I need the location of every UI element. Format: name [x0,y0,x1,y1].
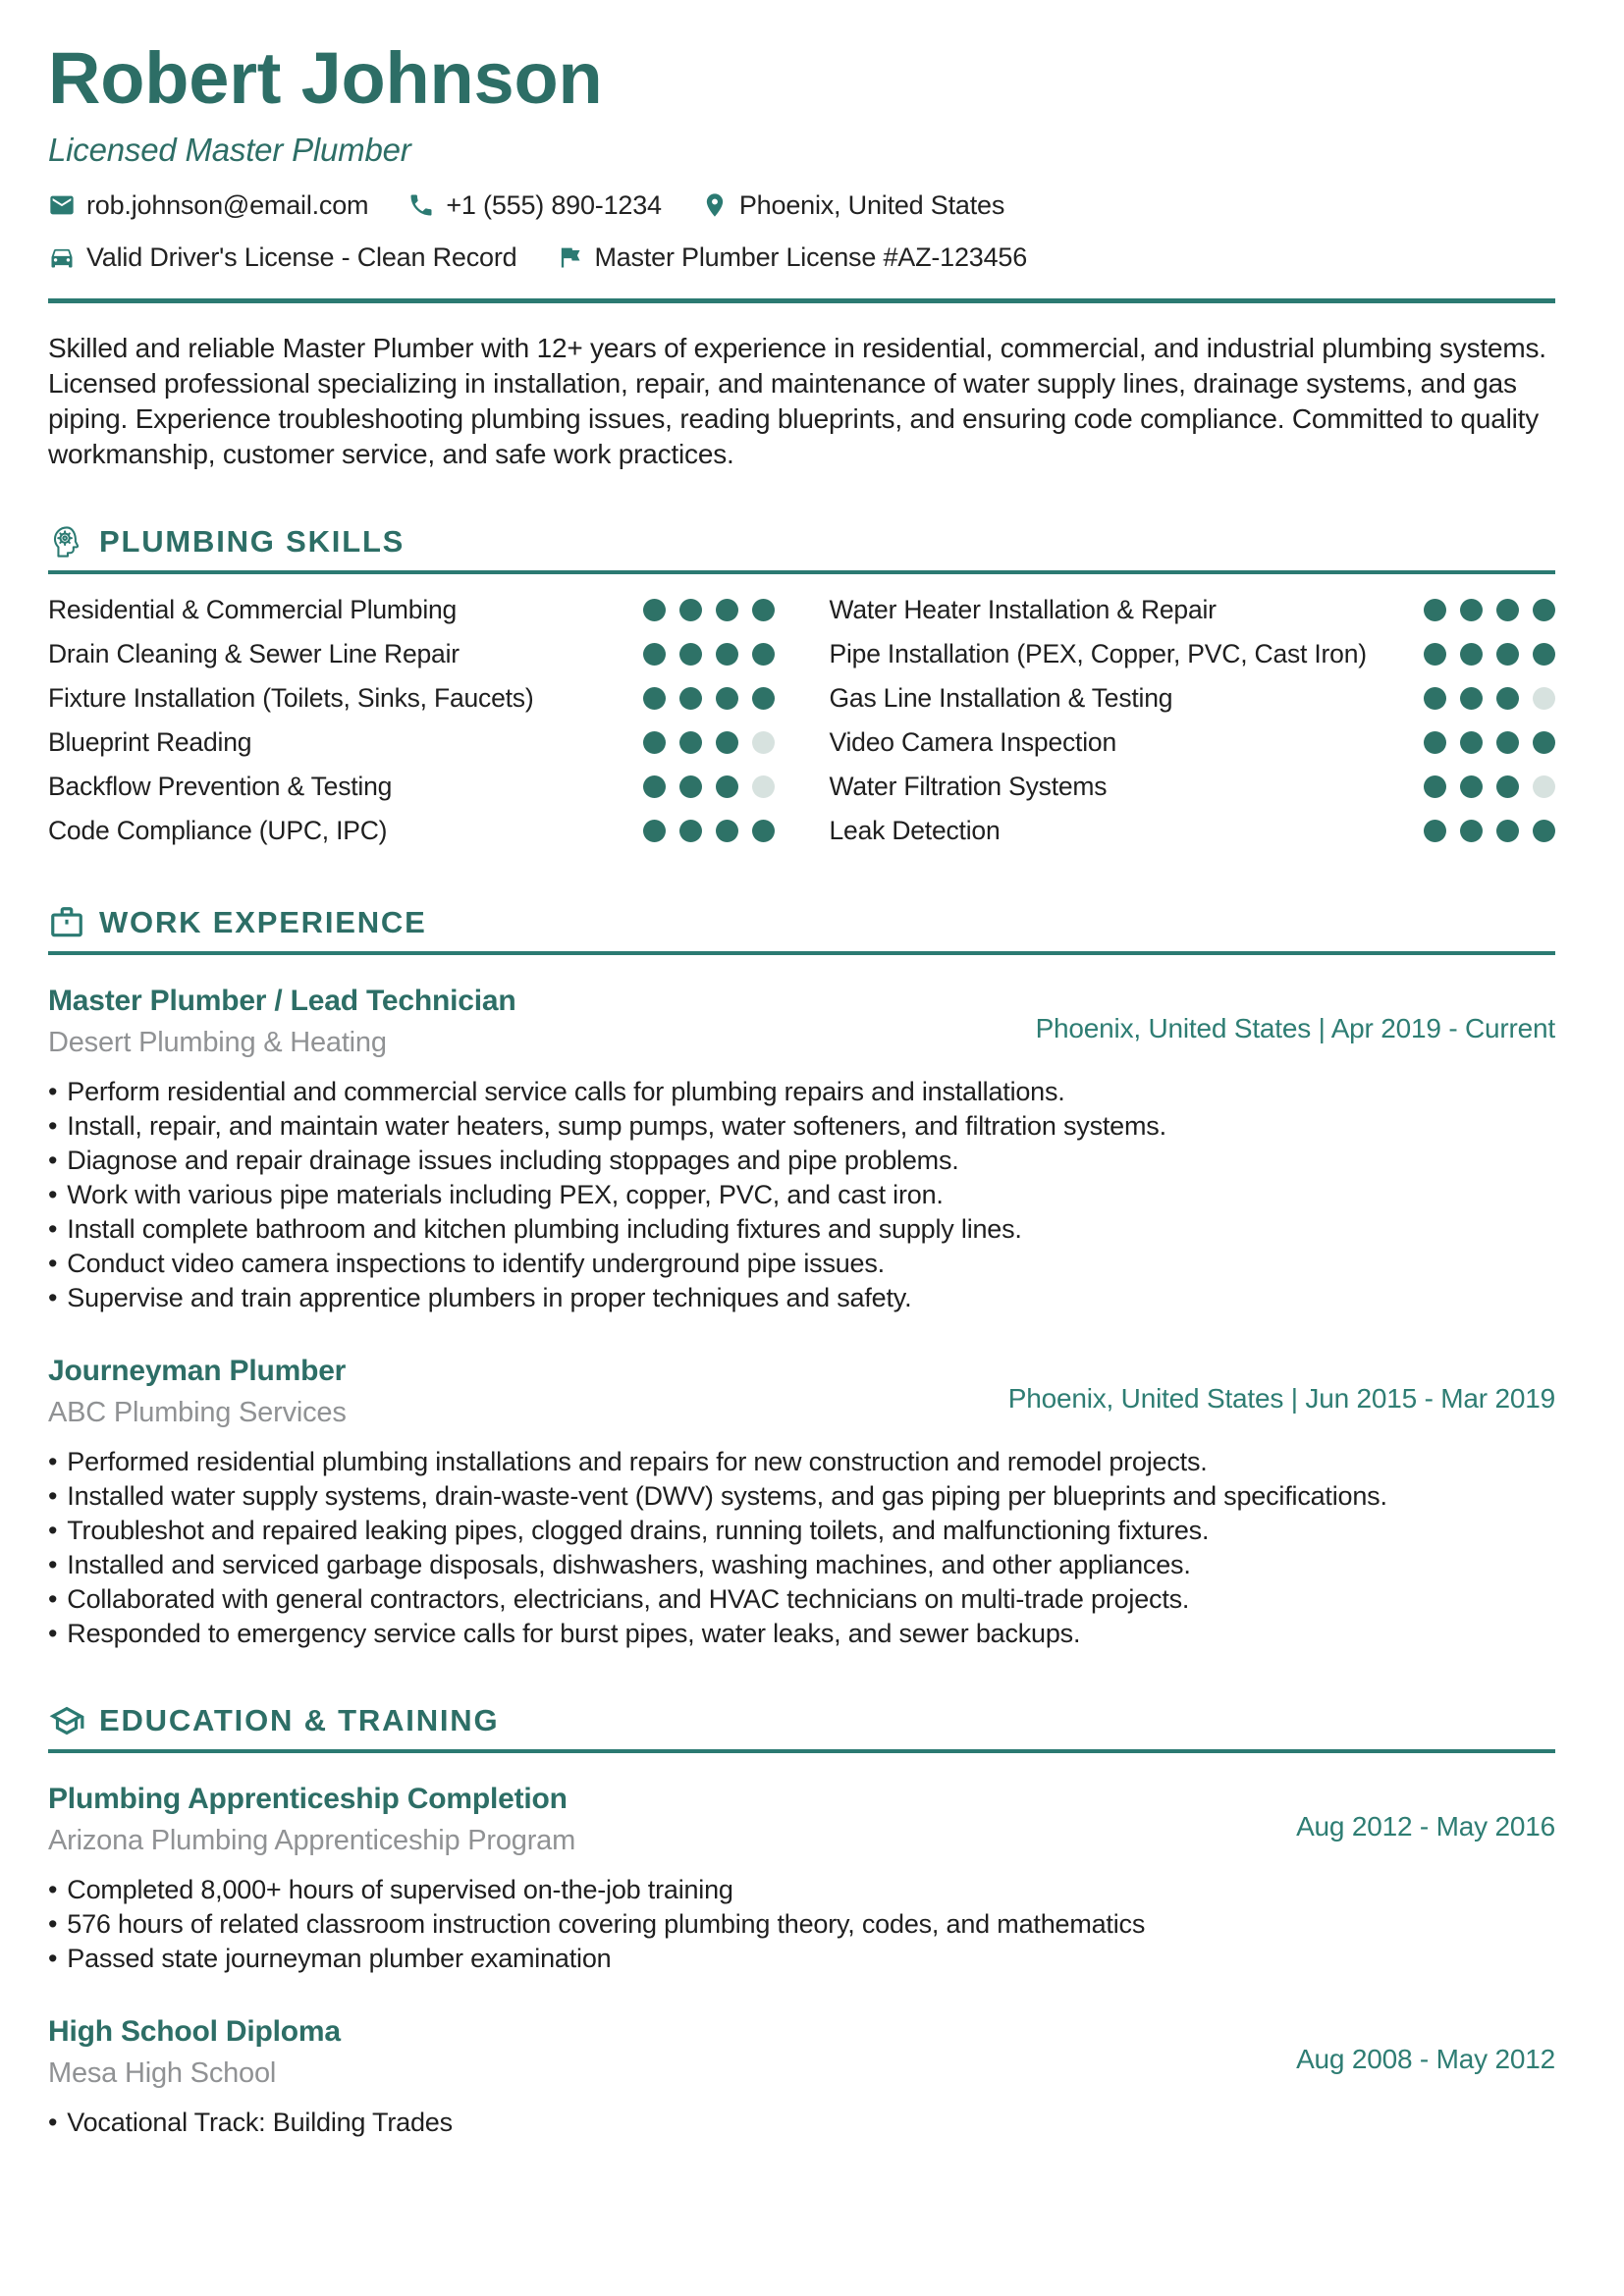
header-divider [48,298,1555,303]
education-bullet-list [48,1873,1555,1976]
skill-label: Water Heater Installation & Repair [829,594,1217,624]
skill-row [48,632,775,676]
contact-item [48,242,516,273]
rating-dot-filled [1533,599,1555,621]
education-entry [48,2015,1555,2140]
rating-dot-filled [716,599,738,621]
skills-divider [48,570,1555,574]
education-bullet-list [48,2106,1555,2140]
briefcase-icon [48,904,85,941]
bullet-item: • Install, repair, and maintain water heaters, sump pumps, water softeners, and filtration systems. [48,1109,1555,1144]
education-title: Plumbing Apprenticeship Completion [48,1782,568,1815]
skill-rating-dots [1424,599,1555,621]
bullet-item: • Collaborated with general contractors, electricians, and HVAC technicians on multi-trade projects. [48,1582,1555,1617]
contact-text: Master Plumber License #AZ-123456 [594,241,1028,272]
skill-rating-dots [643,820,775,842]
rating-dot-empty [752,731,775,754]
skill-label: Pipe Installation (PEX, Copper, PVC, Cast Iron) [829,638,1367,668]
rating-dot-filled [643,820,666,842]
skill-rating-dots [643,775,775,798]
car-icon [48,243,76,271]
bullet-item: • 576 hours of related classroom instruction covering plumbing theory, codes, and mathematics [48,1907,1555,1942]
rating-dot-filled [1424,820,1446,842]
skill-row [830,765,1556,809]
skill-row [48,588,775,632]
education-section-header [48,1702,1555,1739]
contact-text: rob.johnson@email.com [86,189,369,220]
skill-row [830,809,1556,853]
rating-dot-filled [643,643,666,666]
contact-text: +1 (555) 890-1234 [446,189,662,220]
skill-label: Drain Cleaning & Sewer Line Repair [48,638,460,668]
rating-dot-filled [1496,643,1519,666]
head-gear-skills-icon [48,523,85,561]
summary-text: Skilled and reliable Master Plumber with 12+ years of experience in residential, commercial, and industrial plumbing systems. Licensed professional specializing in installation, repair, and maintenance of water supply lines, drainage systems, and gas piping. Experience troubleshooting plumbing issues, reading blueprints, and ensuring code compliance. Committed to quality workmanship, customer service, and safe work practices. [48,332,1546,469]
skill-rating-dots [643,643,775,666]
rating-dot-filled [1424,731,1446,754]
rating-dot-filled [716,820,738,842]
skill-row [830,676,1556,721]
bullet-item: • Responded to emergency service calls for burst pipes, water leaks, and sewer backups. [48,1617,1555,1651]
skill-row [48,765,775,809]
rating-dot-filled [1533,731,1555,754]
rating-dot-filled [716,643,738,666]
rating-dot-filled [1424,599,1446,621]
skill-label: Backflow Prevention & Testing [48,771,393,801]
skill-label: Water Filtration Systems [829,771,1108,801]
rating-dot-filled [1460,731,1483,754]
rating-dot-filled [1424,775,1446,798]
rating-dot-filled [752,599,775,621]
resume-header [48,39,1555,303]
rating-dot-filled [1496,687,1519,710]
rating-dot-filled [679,731,702,754]
rating-dot-filled [1496,599,1519,621]
job-location-dates: Phoenix, United States | Jun 2015 - Mar 2019 [1007,1382,1555,1414]
rating-dot-filled [1460,775,1483,798]
skill-rating-dots [643,599,775,621]
rating-dot-filled [643,731,666,754]
bullet-item: • Performed residential plumbing installations and repairs for new construction and remodel projects. [48,1445,1555,1479]
education-section-title: EDUCATION & TRAINING [99,1702,500,1737]
education-entry-header [48,2015,1555,2090]
skill-label: Fixture Installation (Toilets, Sinks, Faucets) [48,682,534,713]
rating-dot-filled [1460,687,1483,710]
experience-blocks [48,985,1555,1651]
rating-dot-filled [643,775,666,798]
job-bullet-list [48,1445,1555,1651]
rating-dot-filled [752,687,775,710]
skill-row [830,632,1556,676]
skill-label: Video Camera Inspection [829,726,1116,757]
rating-dot-filled [1496,775,1519,798]
skill-label: Leak Detection [829,815,1001,845]
skill-row [48,809,775,853]
bullet-item: • Passed state journeyman plumber examination [48,1942,1555,1976]
rating-dot-filled [716,731,738,754]
job-title: Journeyman Plumber [48,1354,347,1387]
contact-item [48,190,368,221]
job-subtitle: ABC Plumbing Services [48,1396,347,1428]
skills-grid [48,588,1555,853]
skill-rating-dots [1424,731,1555,754]
skill-label: Gas Line Installation & Testing [829,682,1173,713]
section-work-experience [48,904,1555,1651]
job-entry-header [48,1355,1555,1429]
location-icon [701,191,729,219]
rating-dot-filled [716,775,738,798]
education-title: High School Diploma [48,2014,341,2048]
skill-rating-dots [643,687,775,710]
contact-item [556,242,1027,273]
rating-dot-filled [1496,731,1519,754]
rating-dot-filled [679,599,702,621]
rating-dot-filled [679,775,702,798]
rating-dot-filled [679,820,702,842]
skills-section-title: PLUMBING SKILLS [99,523,406,559]
rating-dot-filled [752,820,775,842]
rating-dot-filled [1460,643,1483,666]
rating-dot-empty [1533,687,1555,710]
skill-rating-dots [1424,775,1555,798]
bullet-item: • Completed 8,000+ hours of supervised on-the-job training [48,1873,1555,1907]
rating-dot-filled [1460,599,1483,621]
section-education [48,1702,1555,2140]
education-location-dates: Aug 2012 - May 2016 [1296,1810,1555,1842]
bullet-item: • Supervise and train apprentice plumbers in proper techniques and safety. [48,1281,1555,1315]
contact-row-1 [48,190,1555,221]
contact-text: Valid Driver's License - Clean Record [86,241,517,272]
contact-row-2 [48,242,1555,273]
person-title: Licensed Master Plumber [48,131,411,168]
person-name: Robert Johnson [48,37,603,119]
skill-row [830,721,1556,765]
job-subtitle: Desert Plumbing & Heating [48,1026,387,1058]
skill-row [48,721,775,765]
job-bullet-list [48,1075,1555,1315]
rating-dot-empty [752,775,775,798]
skill-row [830,588,1556,632]
section-plumbing-skills [48,523,1555,853]
job-entry [48,985,1555,1315]
email-icon [48,191,76,219]
bullet-item: • Perform residential and commercial service calls for plumbing repairs and installations. [48,1075,1555,1109]
bullet-item: • Install complete bathroom and kitchen plumbing including fixtures and supply lines. [48,1212,1555,1247]
graduation-cap-icon [48,1702,85,1739]
skill-rating-dots [1424,820,1555,842]
experience-section-title: WORK EXPERIENCE [99,904,427,939]
bullet-item: • Work with various pipe materials including PEX, copper, PVC, and cast iron. [48,1178,1555,1212]
rating-dot-filled [1533,820,1555,842]
experience-section-header [48,904,1555,941]
experience-divider [48,951,1555,955]
rating-dot-filled [752,643,775,666]
rating-dot-filled [1533,643,1555,666]
rating-dot-filled [1424,643,1446,666]
rating-dot-filled [643,687,666,710]
education-subtitle: Mesa High School [48,2056,277,2089]
skill-rating-dots [1424,687,1555,710]
job-entry-header [48,985,1555,1059]
contact-item [407,190,662,221]
bullet-item: • Installed and serviced garbage disposals, dishwashers, washing machines, and other appliances. [48,1548,1555,1582]
skill-rating-dots [643,731,775,754]
skill-label: Code Compliance (UPC, IPC) [48,815,388,845]
phone-icon [407,191,435,219]
bullet-item: • Diagnose and repair drainage issues including stoppages and pipe problems. [48,1144,1555,1178]
bullet-item: • Vocational Track: Building Trades [48,2106,1555,2140]
rating-dot-empty [1533,775,1555,798]
education-subtitle: Arizona Plumbing Apprenticeship Program [48,1824,576,1856]
job-location-dates: Phoenix, United States | Apr 2019 - Current [1035,1012,1555,1043]
education-entry [48,1783,1555,1976]
education-divider [48,1749,1555,1753]
rating-dot-filled [1496,820,1519,842]
contact-item [701,190,1004,221]
rating-dot-filled [716,687,738,710]
job-entry [48,1355,1555,1651]
skill-rating-dots [1424,643,1555,666]
rating-dot-filled [643,599,666,621]
education-blocks [48,1783,1555,2140]
job-title: Master Plumber / Lead Technician [48,984,516,1017]
bullet-item: • Conduct video camera inspections to identify underground pipe issues. [48,1247,1555,1281]
education-location-dates: Aug 2008 - May 2012 [1296,2043,1555,2074]
bullet-item: • Troubleshot and repaired leaking pipes, clogged drains, running toilets, and malfunctioning fixtures. [48,1514,1555,1548]
rating-dot-filled [1424,687,1446,710]
rating-dot-filled [679,687,702,710]
bullet-item: • Installed water supply systems, drain-waste-vent (DWV) systems, and gas piping per blueprints and specifications. [48,1479,1555,1514]
rating-dot-filled [679,643,702,666]
skill-row [48,676,775,721]
skills-section-header [48,523,1555,561]
skill-label: Blueprint Reading [48,726,252,757]
education-entry-header [48,1783,1555,1857]
contact-text: Phoenix, United States [738,189,1005,220]
flag-icon [556,243,583,271]
rating-dot-filled [1460,820,1483,842]
skill-label: Residential & Commercial Plumbing [48,594,458,624]
